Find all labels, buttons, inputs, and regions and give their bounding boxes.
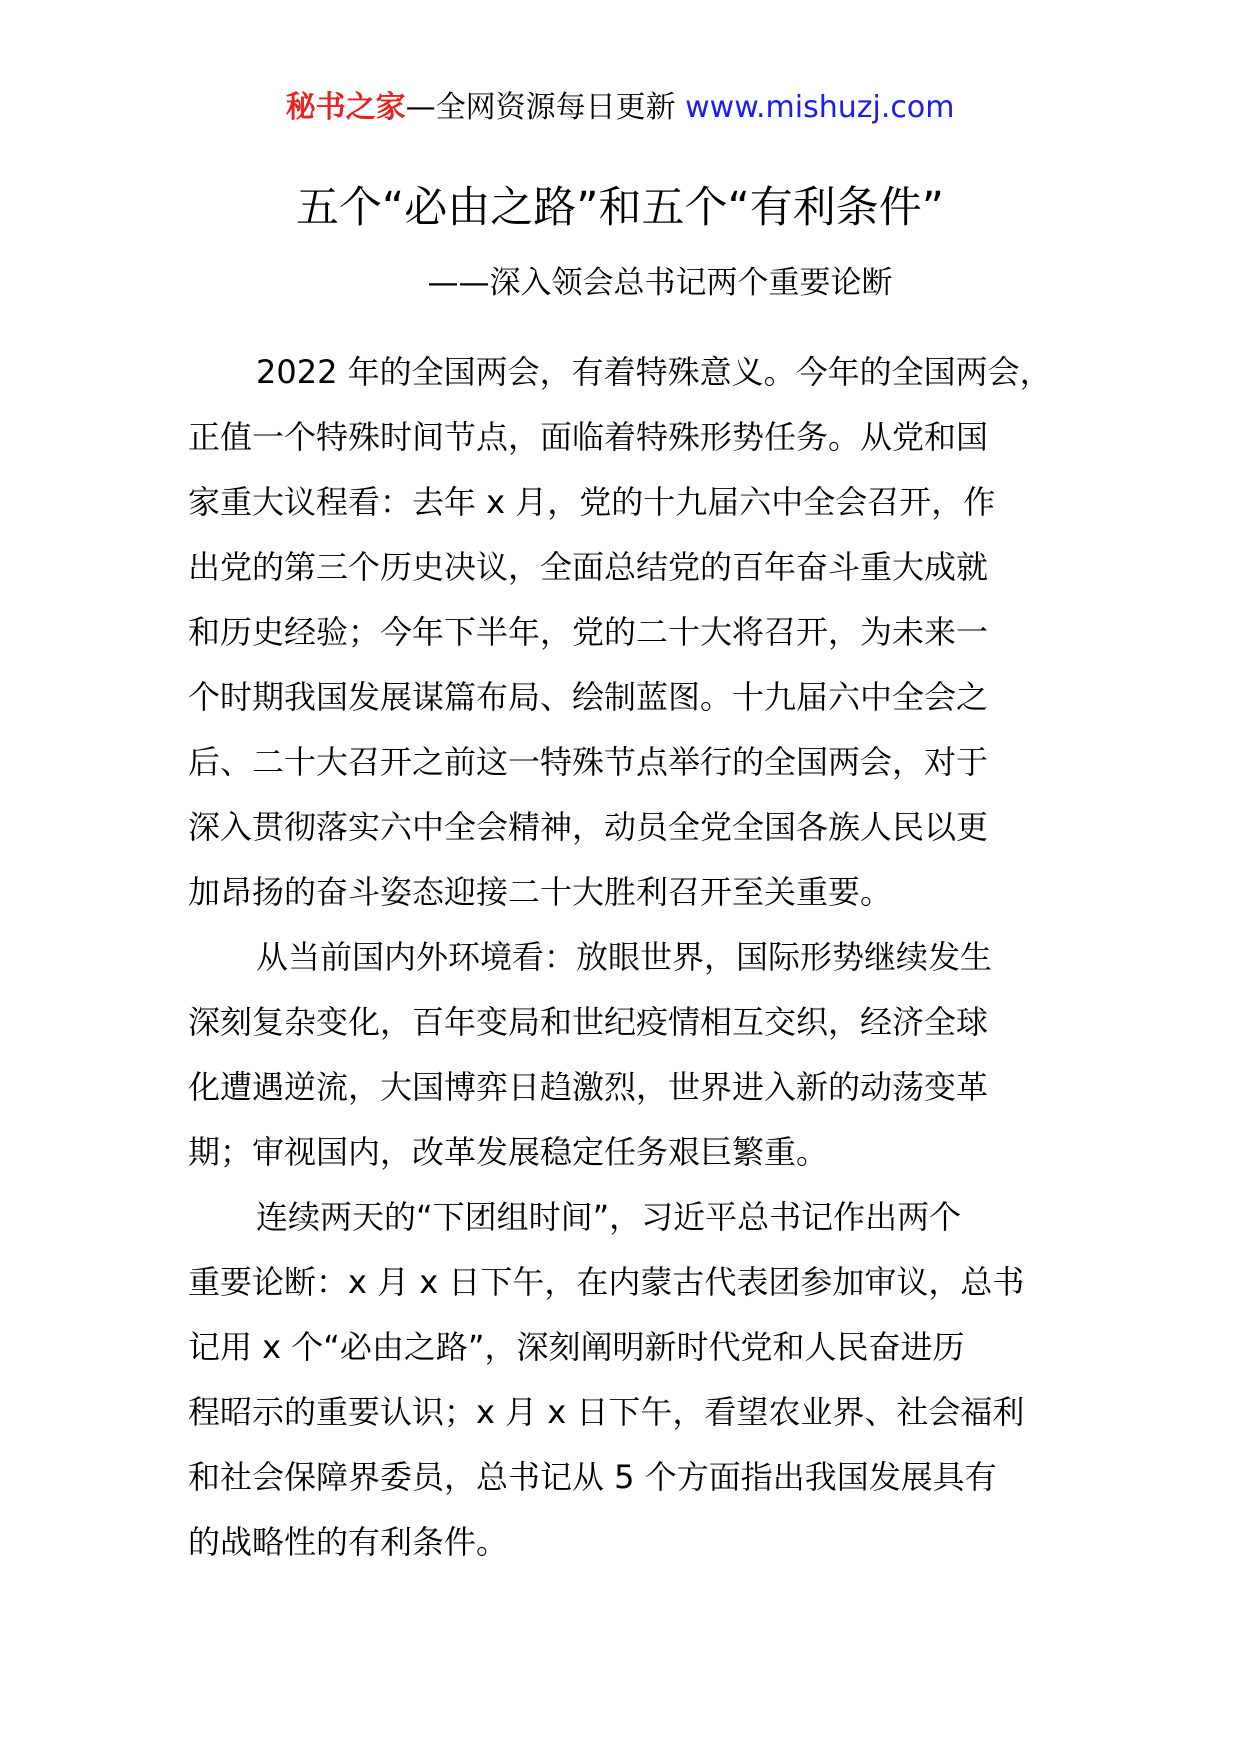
paragraph-1-line-3: 家重大议程看：去年 x 月，党的十九届六中全会召开，作 [188, 483, 996, 521]
brand-name: 秘书之家 [285, 90, 406, 125]
paragraph-1-line-8: 深入贯彻落实六中全会精神，动员全党全国各族人民以更 [188, 808, 989, 846]
paragraph-3-line-3: 记用 x 个“必由之路”，深刻阐明新时代党和人民奋进历 [188, 1328, 965, 1366]
document-body [188, 340, 1088, 1575]
paragraph-1-line-2: 正值一个特殊时间节点，面临着特殊形势任务。从党和国 [188, 418, 989, 456]
paragraph-3-line-5: 和社会保障界委员，总书记从 5 个方面指出我国发展具有 [188, 1458, 997, 1496]
paragraph-1-line-1: 2022 年的全国两会，有着特殊意义。今年的全国两会， [256, 353, 1052, 391]
paragraph-3-line-6: 的战略性的有利条件。 [188, 1523, 509, 1561]
paragraph-1-line-7: 后、二十大召开之前这一特殊节点举行的全国两会，对于 [188, 743, 989, 781]
paragraph-1-line-4: 出党的第三个历史决议，全面总结党的百年奋斗重大成就 [188, 548, 989, 586]
site-header [0, 86, 1240, 130]
paragraph-3-line-1: 连续两天的“下团组时间”，习近平总书记作出两个 [256, 1198, 962, 1236]
paragraph-3-line-4: 程昭示的重要认识；x 月 x 日下午，看望农业界、社会福利 [188, 1393, 1025, 1431]
paragraph-2-line-1: 从当前国内外环境看：放眼世界，国际形势继续发生 [256, 938, 993, 976]
paragraph-2-line-4: 期；审视国内，改革发展稳定任务艰巨繁重。 [188, 1133, 829, 1171]
document-subtitle: ——深入领会总书记两个重要论断 [427, 265, 893, 301]
paragraph-1-line-5: 和历史经验；今年下半年，党的二十大将召开，为未来一 [188, 613, 989, 651]
document-title: 五个“必由之路”和五个“有利条件” [295, 183, 945, 233]
paragraph-2-line-2: 深刻复杂变化，百年变局和世纪疫情相互交织，经济全球 [188, 1003, 989, 1041]
paragraph-1-line-6: 个时期我国发展谋篇布局、绘制蓝图。十九届六中全会之 [188, 678, 989, 716]
paragraph-3-line-2: 重要论断：x 月 x 日下午，在内蒙古代表团参加审议，总书 [188, 1263, 1025, 1301]
paragraph-1-line-9: 加昂扬的奋斗姿态迎接二十大胜利召开至关重要。 [188, 873, 893, 911]
site-url[interactable]: www.mishuzj.com [685, 90, 955, 125]
site-slogan: —全网资源每日更新 [405, 90, 676, 125]
paragraph-2-line-3: 化遭遇逆流，大国博弈日趋激烈，世界进入新的动荡变革 [188, 1068, 989, 1106]
